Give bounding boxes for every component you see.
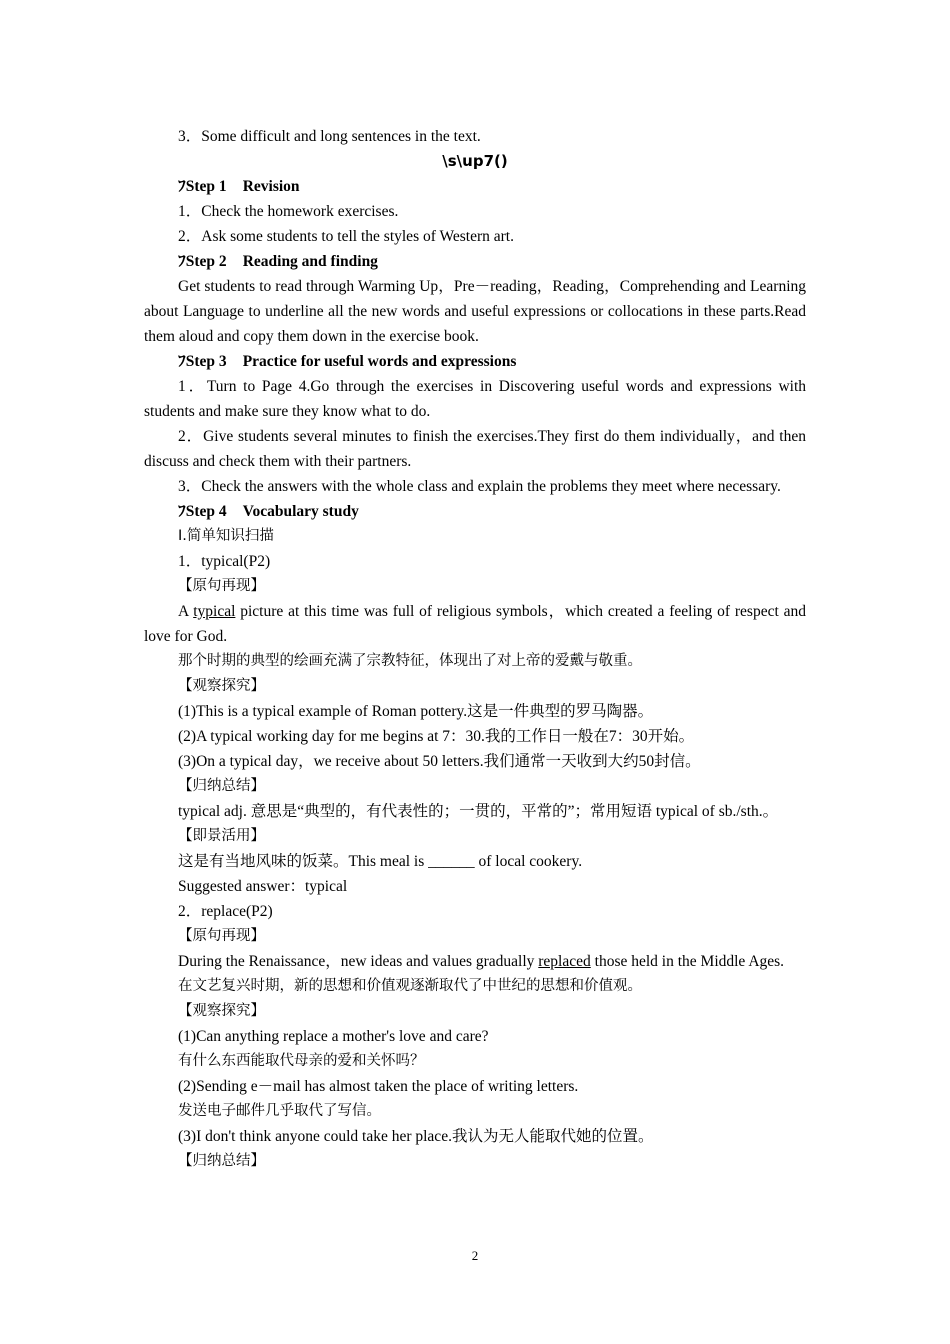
word1-label-summary: 【归纳总结】	[178, 778, 265, 794]
word1-practice: 这是有当地风味的饭菜。This meal is ______ of local cookery.	[178, 853, 583, 870]
step3-heading	[144, 349, 806, 374]
section-heading: Ⅰ.简单知识扫描	[178, 528, 274, 544]
word2-original-cn: 在文艺复兴时期，新的思想和价值观逐渐取代了中世纪的思想和价值观。	[178, 978, 642, 994]
word1-heading: 1．typical(P2)	[178, 553, 271, 570]
word2-example-2: (2)Sending e－mail has almost taken the place of writing letters.	[178, 1078, 579, 1095]
step2-text: Get students to read through Warming Up，Pre－reading，Reading，Comprehending and Learning about Language to underline all the new words and useful expressions or collocations in these parts.Read them aloud and copy them down in the exercise book.	[144, 278, 806, 345]
step2-name: Reading and finding	[242, 253, 378, 270]
step-mark: ﾌ	[178, 353, 186, 370]
step3-name: Practice for useful words and expressions	[242, 353, 517, 370]
word2-label-original: 【原句再现】	[178, 928, 265, 944]
word1-example-2: (2)A typical working day for me begins at 7：30.我的工作日一般在7：30开始。	[178, 728, 695, 745]
step3-item-1: 1．Turn to Page 4.Go through the exercises in Discovering useful words and expressions with students and make sure they know what to do.	[144, 378, 806, 420]
intro-item-3: 3．Some difficult and long sentences in the text.	[178, 128, 481, 145]
word2-original-sentence	[144, 949, 806, 974]
step4-name: Vocabulary study	[242, 503, 359, 520]
step1-title: Step 1	[185, 178, 227, 195]
word1-example-1: (1)This is a typical example of Roman pottery.这是一件典型的罗马陶器。	[178, 703, 654, 720]
step2-heading	[144, 249, 806, 274]
word1-label-original: 【原句再现】	[178, 578, 265, 594]
word1-label-practice: 【即景活用】	[178, 828, 265, 844]
step-mark: ﾌ	[178, 178, 186, 195]
underlined-word: typical	[193, 603, 236, 620]
text-fragment: picture at this time was full of religious symbols，which created a feeling of respect and love for God.	[144, 603, 806, 645]
word1-original-sentence	[144, 599, 806, 649]
step3-item-2: 2．Give students several minutes to finish the exercises.They first do them individually，and then discuss and check them with their partners.	[144, 428, 806, 470]
field-code: \s\up7()	[442, 152, 508, 170]
step-mark: ﾌ	[178, 253, 186, 270]
word1-answer: Suggested answer：typical	[178, 878, 348, 895]
word2-example-3: (3)I don't think anyone could take her place.我认为无人能取代她的位置。	[178, 1128, 654, 1145]
step3-title: Step 3	[185, 353, 227, 370]
step1-item-2: 2．Ask some students to tell the styles of Western art.	[178, 228, 514, 245]
word1-summary: typical adj. 意思是“典型的，有代表性的；一贯的，平常的”；常用短语 typical of sb./sth.。	[178, 803, 779, 820]
step3-item-3: 3．Check the answers with the whole class and explain the problems they meet where necessary.	[178, 478, 781, 495]
word2-example-1: (1)Can anything replace a mother's love and care?	[178, 1028, 489, 1045]
word1-label-observe: 【观察探究】	[178, 678, 265, 694]
text-fragment: A	[178, 603, 194, 620]
text-fragment: those held in the Middle Ages.	[590, 953, 785, 970]
step4-heading	[144, 499, 806, 524]
step1-name: Revision	[242, 178, 300, 195]
page-number: 2	[471, 1248, 479, 1263]
underlined-word: replaced	[538, 953, 591, 970]
word1-original-cn: 那个时期的典型的绘画充满了宗教特征，体现出了对上帝的爱戴与敬重。	[178, 653, 642, 669]
step2-title: Step 2	[185, 253, 227, 270]
text-fragment: During the Renaissance，new ideas and values gradually	[178, 953, 539, 970]
word2-heading: 2．replace(P2)	[178, 903, 273, 920]
word2-example-2-cn: 发送电子邮件几乎取代了写信。	[178, 1103, 381, 1119]
step-mark: ﾌ	[178, 503, 186, 520]
step1-heading	[144, 174, 806, 199]
step1-item-1: 1．Check the homework exercises.	[178, 203, 399, 220]
step4-title: Step 4	[185, 503, 227, 520]
word1-example-3: (3)On a typical day，we receive about 50 letters.我们通常一天收到大约50封信。	[178, 753, 701, 770]
page-content	[144, 124, 806, 1174]
word2-example-1-cn: 有什么东西能取代母亲的爱和关怀吗？	[178, 1053, 425, 1069]
word2-label-observe: 【观察探究】	[178, 1003, 265, 1019]
word2-label-summary: 【归纳总结】	[178, 1153, 265, 1169]
